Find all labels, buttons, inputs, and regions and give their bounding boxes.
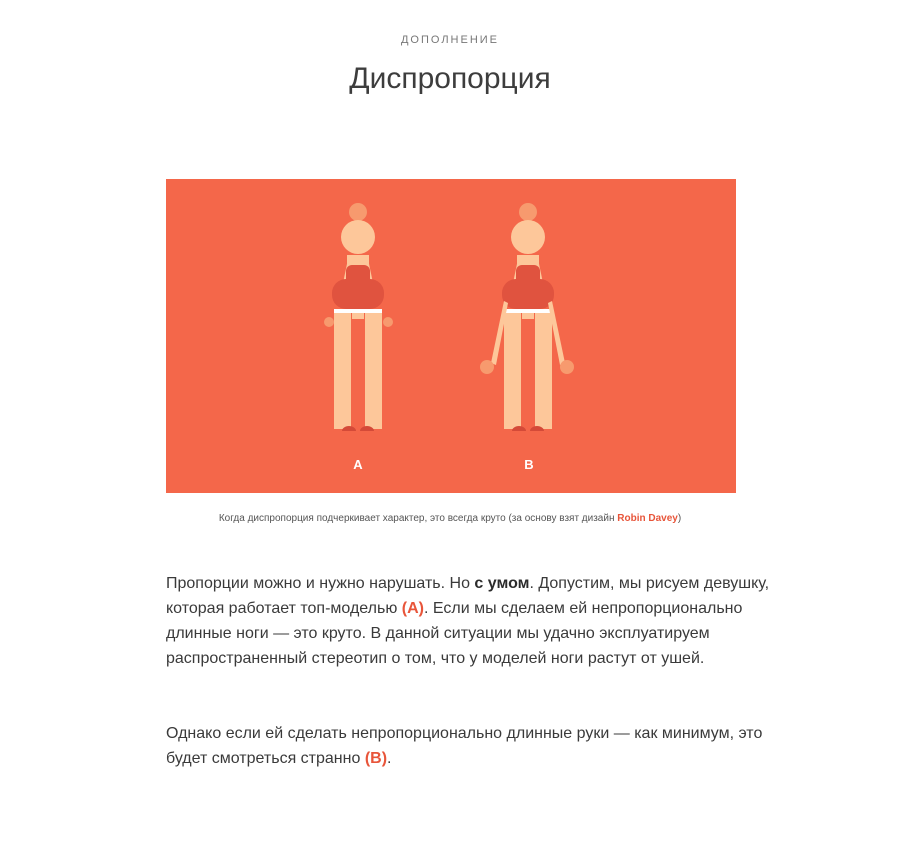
illustration-figure <box>166 179 736 493</box>
figure-label-b: B <box>524 457 534 472</box>
figure-b <box>480 203 574 472</box>
p2-part1: Однако если ей сделать непропорционально длинные руки — как минимум, это будет смотреться странно <box>166 725 763 767</box>
p1-part3: . Если мы сделаем ей непропорционально длинные ноги — это круто. В данной ситуации мы удачно эксплуатируем распространенный стереотип о том, что у моделей ноги растут от ушей. <box>166 600 743 667</box>
figure-label-a: A <box>353 457 363 472</box>
p1-part1: Пропорции можно и нужно нарушать. Но <box>166 575 475 592</box>
ref-b: (B) <box>364 750 388 767</box>
proportion-illustration <box>166 179 736 493</box>
caption-close: ) <box>677 513 682 524</box>
caption-text: Когда диспропорция подчеркивает характер, это всегда круто (за основу взят дизайн <box>218 513 618 524</box>
credit-link[interactable]: Robin Davey <box>617 513 678 524</box>
p1-part2: . Допустим, мы рисуем девушку, которая работает топ-моделью <box>166 575 770 617</box>
paragraph-2 <box>166 721 806 771</box>
paragraph-1 <box>166 571 806 671</box>
p1-bold: с умом <box>474 575 530 592</box>
ref-a: (A) <box>401 600 424 617</box>
figure-caption <box>0 513 900 524</box>
section-kicker: ДОПОЛНЕНИЕ <box>400 34 500 46</box>
p2-part2: . <box>387 750 392 767</box>
figure-a <box>324 203 393 472</box>
page-title: Диспропорция <box>349 62 551 95</box>
